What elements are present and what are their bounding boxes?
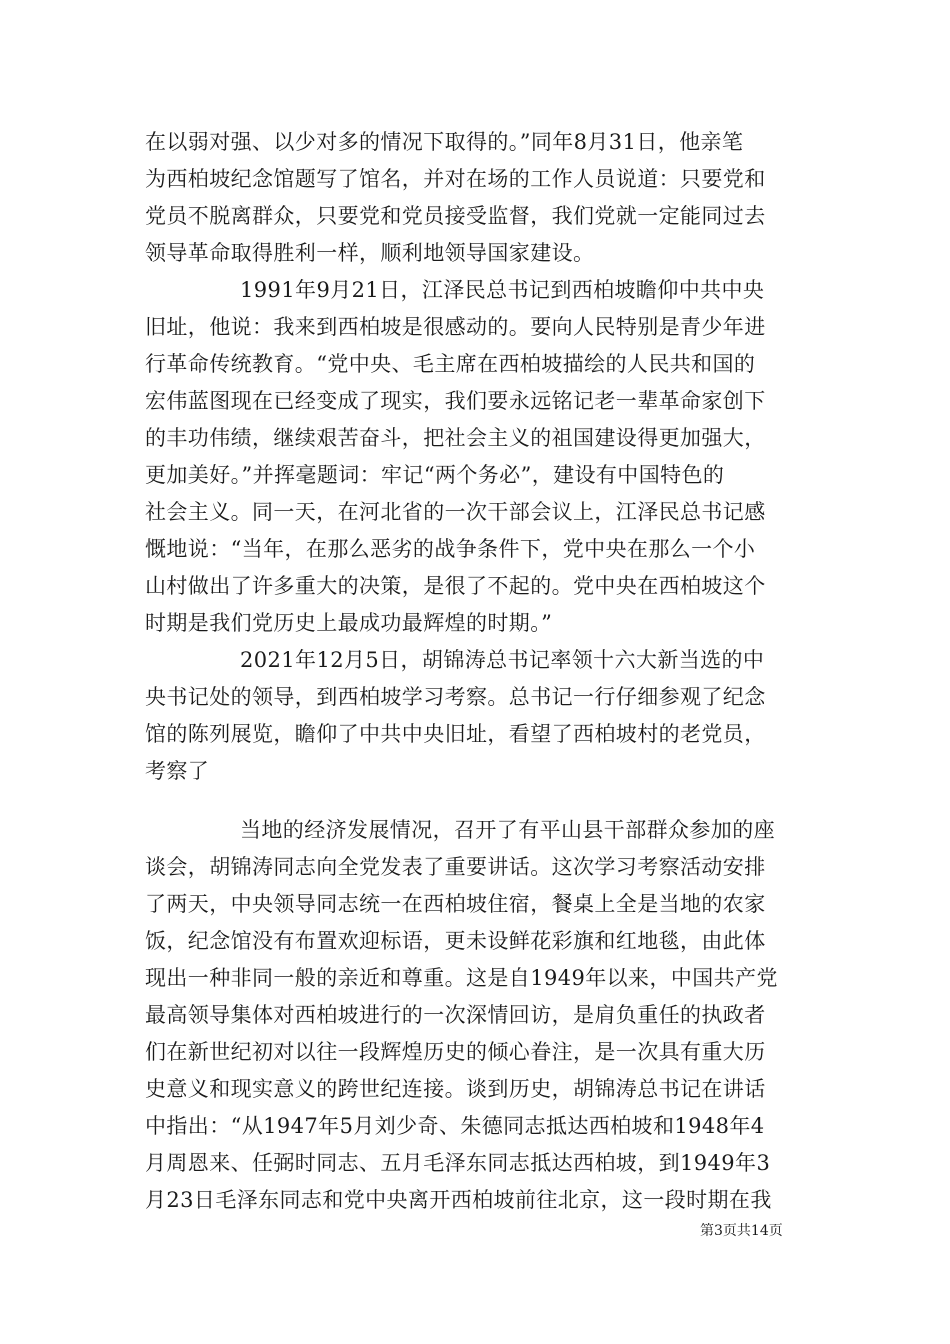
text-line: 月23日毛泽东同志和党中央离开西柏坡前往北京，这一段时期在我 — [145, 1188, 772, 1212]
text-line: 更加美好。”并挥毫题词：牢记“两个务必”，建设有中国特色的 — [145, 463, 725, 487]
text-line: 史意义和现实意义的跨世纪连接。谈到历史，胡锦涛总书记在讲话 — [145, 1077, 766, 1101]
text-line: 慨地说：“当年，在那么恶劣的战争条件下，党中央在那么一个小 — [145, 537, 756, 561]
text-line: 中指出：“从1947年5月刘少奇、朱德同志抵达西柏坡和1948年4 — [145, 1114, 765, 1138]
text-line: 2021年12月5日，胡锦涛总书记率领十六大新当选的中 — [240, 648, 765, 672]
text-line: 社会主义。同一天，在河北省的一次干部会议上，江泽民总书记感 — [145, 500, 766, 524]
text-line: 党员不脱离群众，只要党和党员接受监督，我们党就一定能同过去 — [145, 204, 766, 228]
text-line: 饭，纪念馆没有布置欢迎标语，更未设鲜花彩旗和红地毯，由此体 — [145, 929, 766, 953]
text-line: 行革命传统教育。“党中央、毛主席在西柏坡描绘的人民共和国的 — [145, 352, 756, 376]
text-line: 最高领导集体对西柏坡进行的一次深情回访，是肩负重任的执政者 — [145, 1003, 766, 1027]
page-number: 第3页共14页 — [700, 1223, 783, 1239]
text-line: 了两天，中央领导同志统一在西柏坡住宿，餐桌上全是当地的农家 — [145, 892, 766, 916]
text-line: 们在新世纪初对以往一段辉煌历史的倾心眷注，是一次具有重大历 — [145, 1040, 766, 1064]
text-line: 月周恩来、任弼时同志、五月毛泽东同志抵达西柏坡，到1949年3 — [145, 1151, 771, 1175]
text-line: 旧址，他说：我来到西柏坡是很感动的。要向人民特别是青少年进 — [145, 315, 766, 339]
text-line: 考察了 — [145, 759, 210, 783]
text-line: 央书记处的领导，到西柏坡学习考察。总书记一行仔细参观了纪念 — [145, 685, 766, 709]
text-line: 馆的陈列展览，瞻仰了中共中央旧址，看望了西柏坡村的老党员， — [145, 722, 766, 746]
text-line: 的丰功伟绩，继续艰苦奋斗，把社会主义的祖国建设得更加强大， — [145, 426, 766, 450]
text-line: 在以弱对强、以少对多的情况下取得的。”同年8月31日，他亲笔 — [145, 130, 744, 154]
text-line: 领导革命取得胜利一样，顺利地领导国家建设。 — [145, 241, 595, 265]
text-line: 谈会，胡锦涛同志向全党发表了重要讲话。这次学习考察活动安排 — [145, 855, 766, 879]
text-line: 现出一种非同一般的亲近和尊重。这是自1949年以来，中国共产党 — [145, 966, 778, 990]
text-line: 1991年9月21日，江泽民总书记到西柏坡瞻仰中共中央 — [240, 278, 765, 302]
text-line: 宏伟蓝图现在已经变成了现实，我们要永远铭记老一辈革命家创下 — [145, 389, 766, 413]
text-line: 山村做出了许多重大的决策，是很了不起的。党中央在西柏坡这个 — [145, 574, 766, 598]
text-line: 为西柏坡纪念馆题写了馆名，并对在场的工作人员说道：只要党和 — [145, 167, 766, 191]
text-line: 时期是我们党历史上最成功最辉煌的时期。” — [145, 611, 553, 635]
text-line: 当地的经济发展情况，召开了有平山县干部群众参加的座 — [240, 818, 775, 842]
